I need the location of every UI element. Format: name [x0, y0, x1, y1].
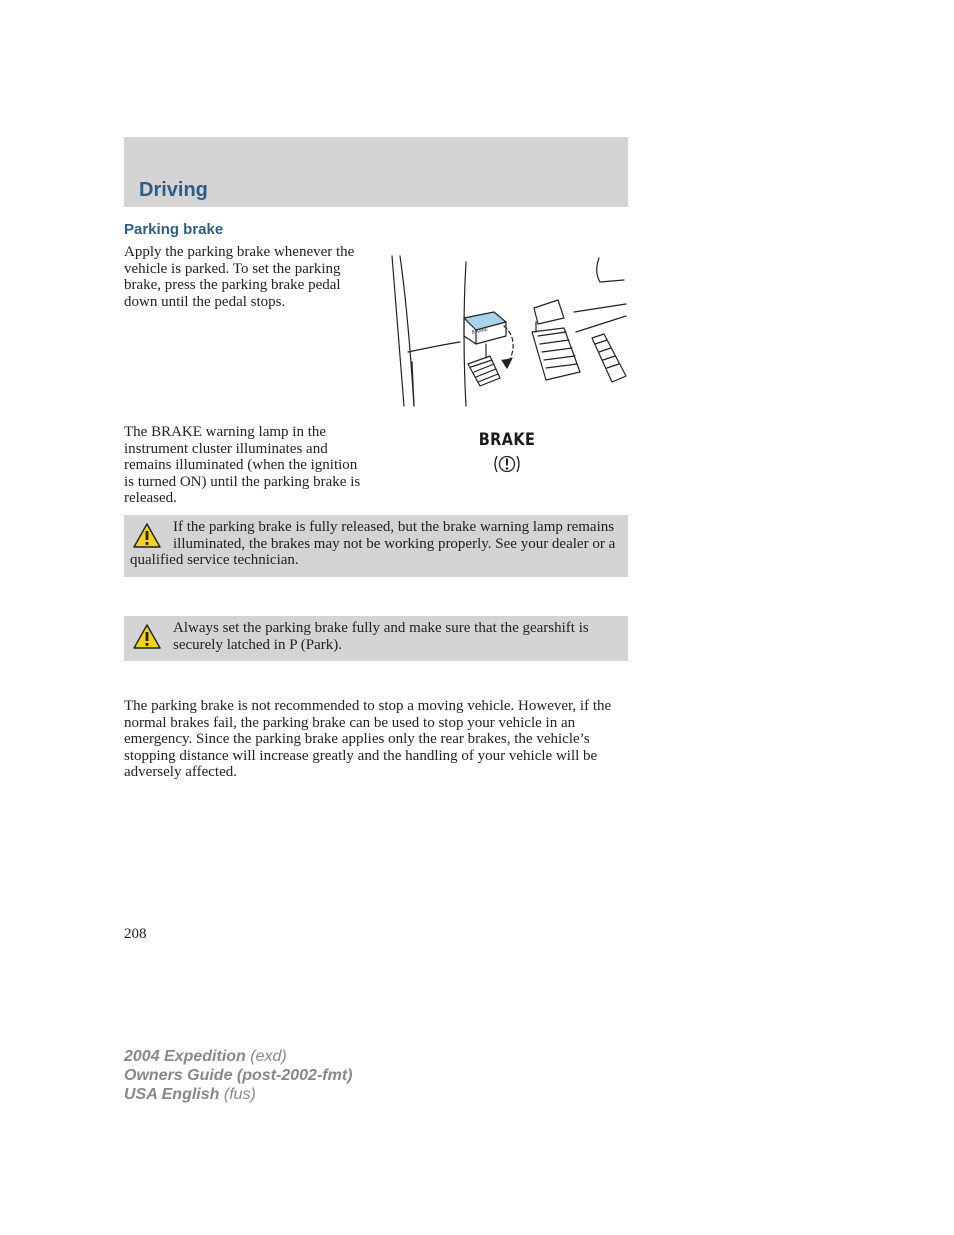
brake-warning-lamp: [472, 430, 542, 478]
warning-box-brake-lamp: [124, 515, 628, 577]
footer-language: USA English: [124, 1086, 220, 1103]
warning-box-gearshift: [124, 616, 628, 661]
footer-model-code: (exd): [245, 1048, 287, 1065]
warning-text: If the parking brake is fully released, but the brake warning lamp remains illuminated, the brakes may not be working properly. See your dealer or a qualified service technician.: [130, 519, 616, 568]
footer-line-3: [124, 1085, 352, 1104]
footer-guide: Owners Guide (post-2002-fmt): [124, 1067, 353, 1084]
section-header-band: [124, 137, 628, 207]
section-title: Parking brake: [124, 221, 224, 238]
page-number: 208: [124, 926, 147, 942]
apply-paragraph: Apply the parking brake whenever the vehicle is parked. To set the parking brake, press the parking brake pedal down until the pedal stops.: [124, 244, 355, 310]
parking-brake-pedal-illustration: [386, 252, 628, 410]
svg-text:BRAKE: BRAKE: [471, 326, 489, 336]
footer-model: 2004 Expedition: [124, 1048, 246, 1065]
footer-line-2: [124, 1066, 352, 1085]
footer-language-code: (fus): [219, 1086, 256, 1103]
moving-vehicle-paragraph: The parking brake is not recommended to stop a moving vehicle. However, if the normal brakes fail, the parking brake can be used to stop your vehicle in an emergency. Since the parking brake applies only the rear brakes, the vehicle’s stopping distance will increase greatly and the handling of your vehicle will be adversely affected.: [124, 698, 612, 780]
warning-text: Always set the parking brake fully and make sure that the gearshift is securely latched in P (Park).: [173, 620, 589, 653]
brake-warning-symbol-icon: [492, 452, 522, 476]
document-footer: [124, 1047, 352, 1104]
brake-lamp-label: BRAKE: [478, 430, 536, 450]
lamp-paragraph: The BRAKE warning lamp in the instrument cluster illuminates and remains illuminated (when the ignition is turned ON) until the parking brake is released.: [124, 424, 361, 506]
page-title: Driving: [139, 179, 208, 201]
footer-line-1: [124, 1047, 352, 1066]
